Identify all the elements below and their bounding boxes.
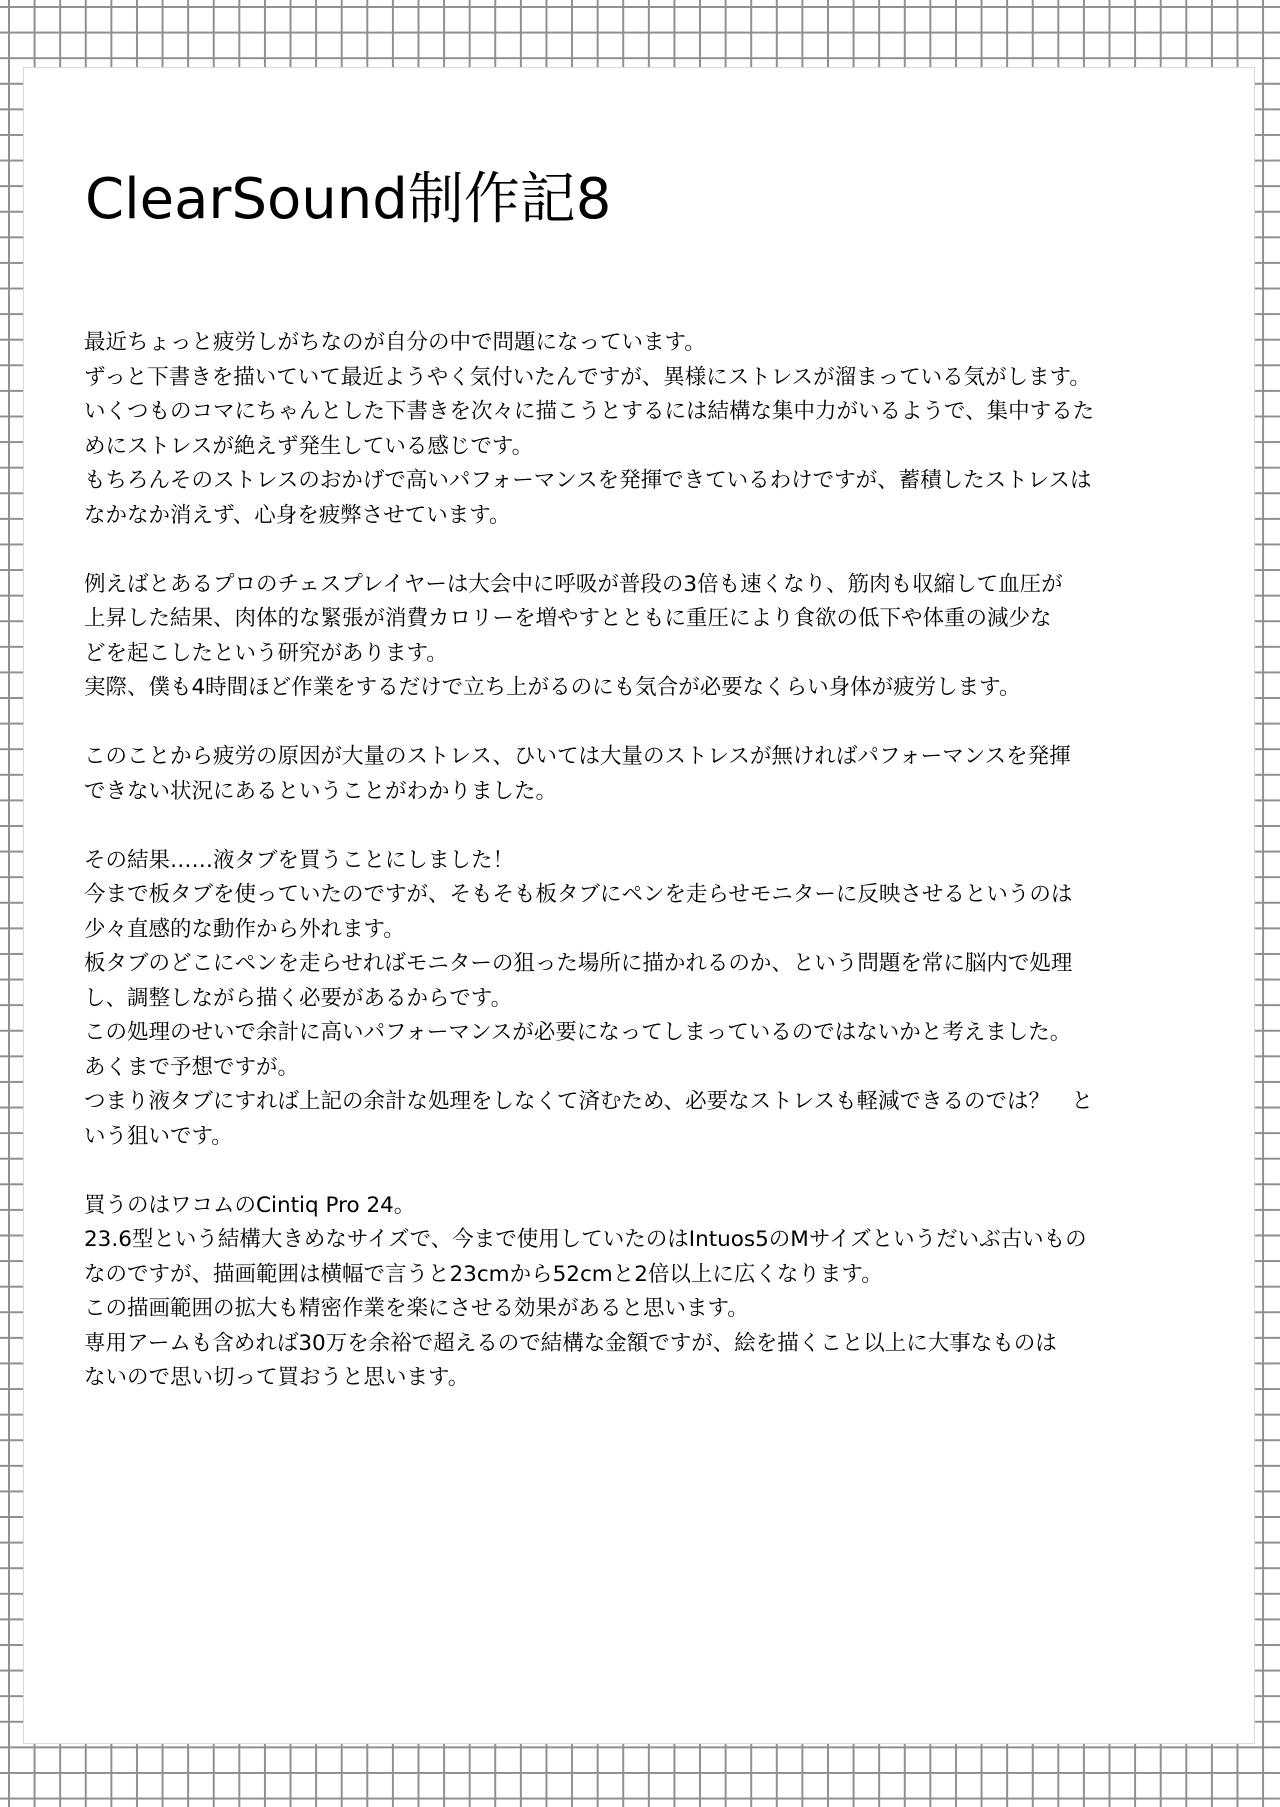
paragraph-line: 実際、僕も4時間ほど作業をするだけで立ち上がるのにも気合が必要なくらい身体が疲労します。 [84,675,1021,700]
paragraph-line: もちろんそのストレスのおかげで高いパフォーマンスを発揮できているわけですが、蓄積したストレスは [84,468,1092,493]
paragraph-line: 板タブのどこにペンを走らせればモニターの狙った場所に描かれるのか、という問題を常に脳内で処理 [84,951,1073,976]
paragraph-line: 例えばとあるプロのチェスプレイヤーは大会中に呼吸が普段の3倍も速くなり、筋肉も収縮して血圧が [84,571,1063,597]
paragraph-line: いう狙いです。 [84,1123,233,1149]
article-body [84,326,1224,1430]
page-title: ClearSound制作記8 [85,167,612,232]
paragraph-line: その結果……液タブを買うことにしました！ [84,847,515,873]
paragraph-line: この処理のせいで余計に高いパフォーマンスが必要になってしまっているのではないかと考えました。 [84,1020,1072,1045]
paragraph-line: いくつものコマにちゃんとした下書きを次々に描こうとするには結構な集中力がいるようで、集中するた [84,399,1095,424]
paragraph-line: このことから疲労の原因が大量のストレス、ひいては大量のストレスが無ければパフォーマンスを発揮 [84,744,1071,769]
paragraph-line: 最近ちょっと疲労しがちなのが自分の中で問題になっています。 [84,330,706,355]
paragraph-line: 専用アームも含めれば30万を余裕で超えるので結構な金額ですが、絵を描くこと以上に大事なものは [84,1330,1057,1356]
paragraph-line: なかなか消えず、心身を疲弊させています。 [84,502,511,528]
paragraph-line: 少々直感的な動作から外れます。 [84,916,405,942]
paragraph [84,326,1224,533]
paragraph-line: 上昇した結果、肉体的な緊張が消費カロリーを増やすとともに重圧により食欲の低下や体重の減少な [84,606,1052,631]
paragraph-line: ずっと下書きを描いていて最近ようやく気付いたんですが、異様にストレスが溜まっている気がします。 [84,364,1091,390]
paragraph [84,844,1224,1155]
page-sheet [24,68,1254,1743]
paragraph-line: 今まで板タブを使っていたのですが、そもそも板タブにペンを走らせモニターに反映させるというのは [84,882,1073,907]
paragraph-line: 買うのはワコムのCintiq Pro 24。 [84,1192,416,1218]
paragraph-line: ないので思い切って買おうと思います。 [84,1365,470,1390]
paragraph [84,740,1224,809]
paragraph-line: し、調整しながら描く必要があるからです。 [84,985,513,1011]
paragraph-line: この描画範囲の拡大も精密作業を楽にさせる効果があると思います。 [84,1296,749,1321]
paragraph-line: なのですが、描画範囲は横幅で言うと23cmから52cmと2倍以上に広くなります。 [84,1261,883,1287]
paragraph [84,1189,1224,1396]
paragraph-line: めにストレスが絶えず発生している感じです。 [84,433,534,459]
paragraph-line: どを起こしたという研究があります。 [84,640,448,666]
paragraph [84,568,1224,706]
paragraph-line: できない状況にあるということがわかりました。 [84,778,558,804]
paragraph-line: つまり液タブにすれば上記の余計な処理をしなくて済むため、必要なストレスも軽減できるのでは？ と [84,1089,1093,1114]
paragraph-line: あくまで予想ですが。 [84,1054,300,1080]
paragraph-line: 23.6型という結構大きめなサイズで、今まで使用していたのはIntuos5のMサイズというだいぶ古いもの [84,1227,1087,1252]
